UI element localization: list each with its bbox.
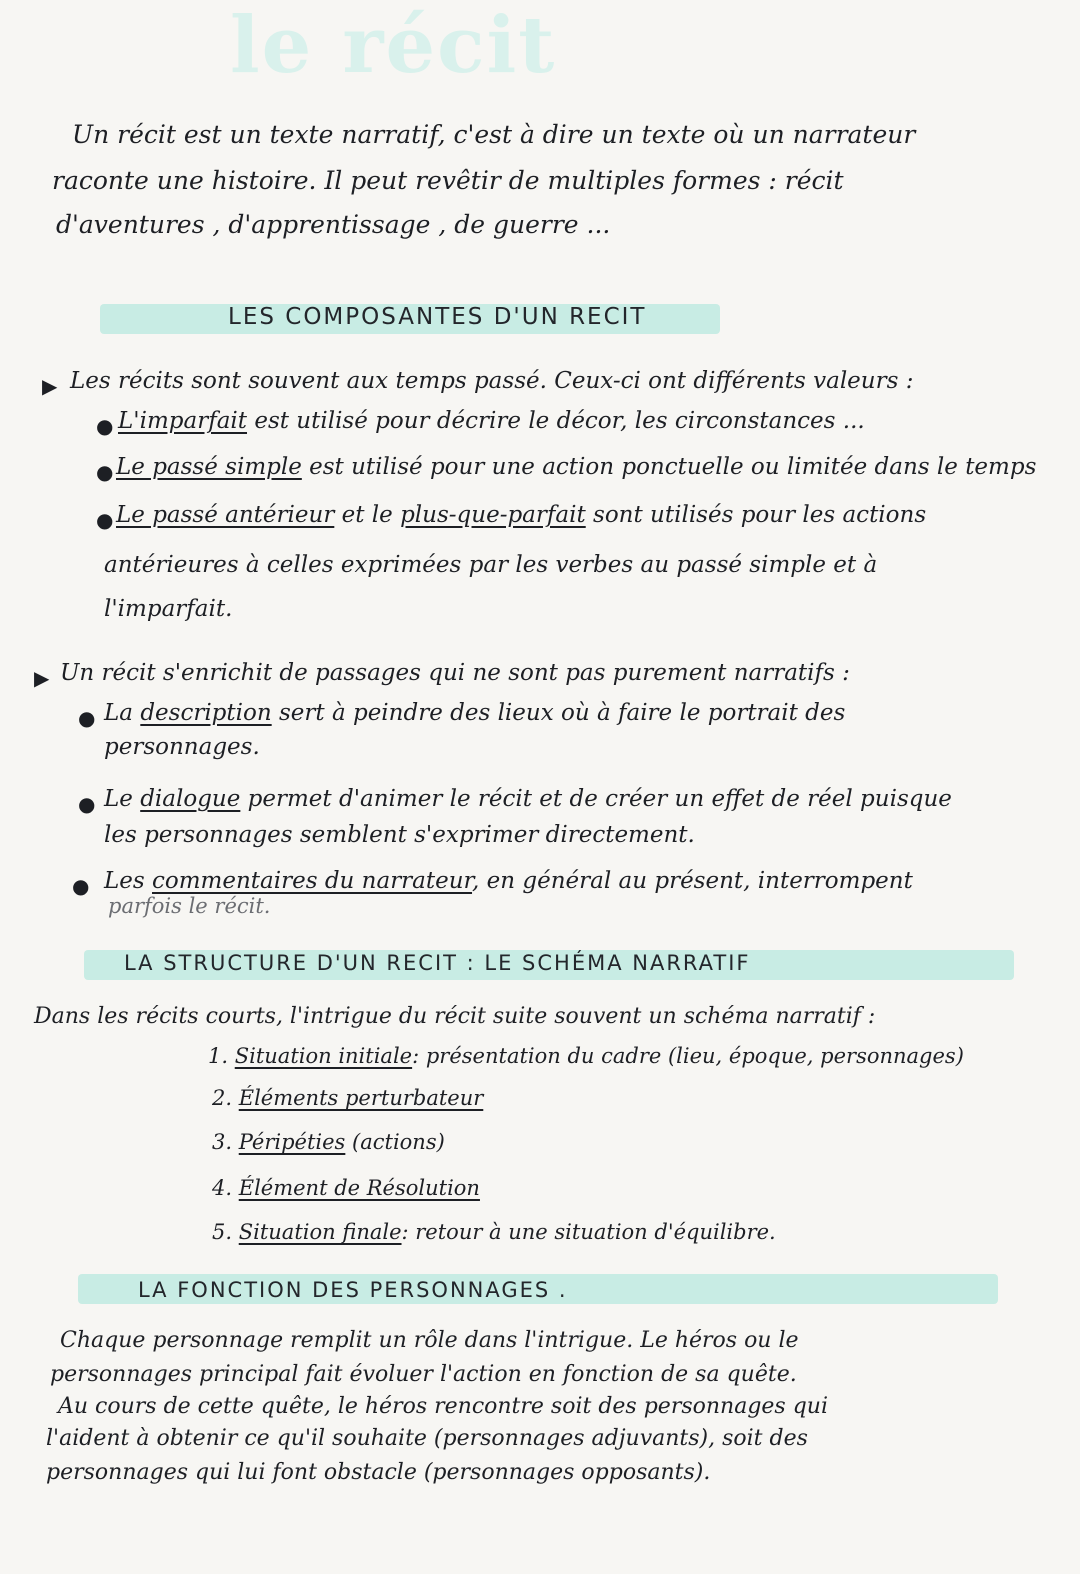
schema-step-3: 3. Péripéties (actions) (212, 1130, 445, 1154)
dot-bullet-icon: ● (72, 874, 90, 898)
schema-step-2: 2. Éléments perturbateur (212, 1086, 484, 1110)
arrow-bullet-icon: ▶ (34, 666, 50, 690)
section2-heading: LA STRUCTURE D'UN RECIT : LE SCHÉMA NARRATIF (124, 951, 751, 975)
bullet-description-line2: personnages. (104, 734, 260, 760)
section1-heading: LES COMPOSANTES D'UN RECIT (228, 304, 647, 330)
personnages-line-1: Chaque personnage remplit un rôle dans l'intrigue. Le héros ou le (60, 1328, 799, 1353)
dot-bullet-icon: ● (96, 508, 114, 532)
bullet-commentaires: Les commentaires du narrateur, en général au présent, interrompent (104, 868, 913, 894)
bullet-passe-simple: Le passé simple est utilisé pour une action ponctuelle ou limitée dans le temps (116, 454, 1037, 480)
personnages-line-5: personnages qui lui font obstacle (personnages opposants). (46, 1460, 711, 1485)
personnages-line-4: l'aident à obtenir ce qu'il souhaite (personnages adjuvants), soit des (46, 1426, 808, 1451)
schema-step-1: 1. Situation initiale: présentation du cadre (lieu, époque, personnages) (208, 1044, 964, 1068)
bullet-dialogue-line2: les personnages semblent s'exprimer directement. (104, 822, 695, 848)
bullet-commentaires-line2: parfois le récit. (108, 894, 271, 918)
dot-bullet-icon: ● (96, 460, 114, 484)
bullet-anterieur: Le passé antérieur et le plus-que-parfait sont utilisés pour les actions (116, 502, 927, 528)
dot-bullet-icon: ● (96, 414, 114, 438)
bullet-dialogue: Le dialogue permet d'animer le récit et de créer un effet de réel puisque (104, 786, 952, 812)
schema-step-5: 5. Situation finale: retour à une situation d'équilibre. (212, 1220, 776, 1244)
intro-line-2: raconte une histoire. Il peut revêtir de multiples formes : récit (52, 166, 844, 195)
schema-intro: Dans les récits courts, l'intrigue du récit suite souvent un schéma narratif : (34, 1004, 876, 1029)
tenses-intro: Les récits sont souvent aux temps passé. Ceux-ci ont différents valeurs : (70, 368, 914, 394)
bullet-imparfait: L'imparfait est utilisé pour décrire le décor, les circonstances ... (118, 408, 865, 434)
arrow-bullet-icon: ▶ (42, 374, 58, 398)
intro-line-3: d'aventures , d'apprentissage , de guerre ... (56, 210, 611, 239)
page-title: le récit (230, 0, 557, 91)
bullet-description: La description sert à peindre des lieux où à faire le portrait des (104, 700, 846, 726)
personnages-line-3: Au cours de cette quête, le héros rencontre soit des personnages qui (58, 1394, 828, 1419)
enrichment-intro: Un récit s'enrichit de passages qui ne sont pas purement narratifs : (60, 660, 850, 686)
schema-step-4: 4. Élément de Résolution (212, 1176, 480, 1200)
personnages-line-2: personnages principal fait évoluer l'action en fonction de sa quête. (50, 1362, 797, 1387)
section3-heading: LA FONCTION DES PERSONNAGES . (138, 1278, 568, 1302)
intro-line-1: Un récit est un texte narratif, c'est à dire un texte où un narrateur (72, 120, 916, 149)
dot-bullet-icon: ● (78, 792, 96, 816)
bullet-anterieur-line3: l'imparfait. (104, 596, 233, 622)
bullet-anterieur-line2: antérieures à celles exprimées par les verbes au passé simple et à (104, 552, 878, 578)
dot-bullet-icon: ● (78, 706, 96, 730)
